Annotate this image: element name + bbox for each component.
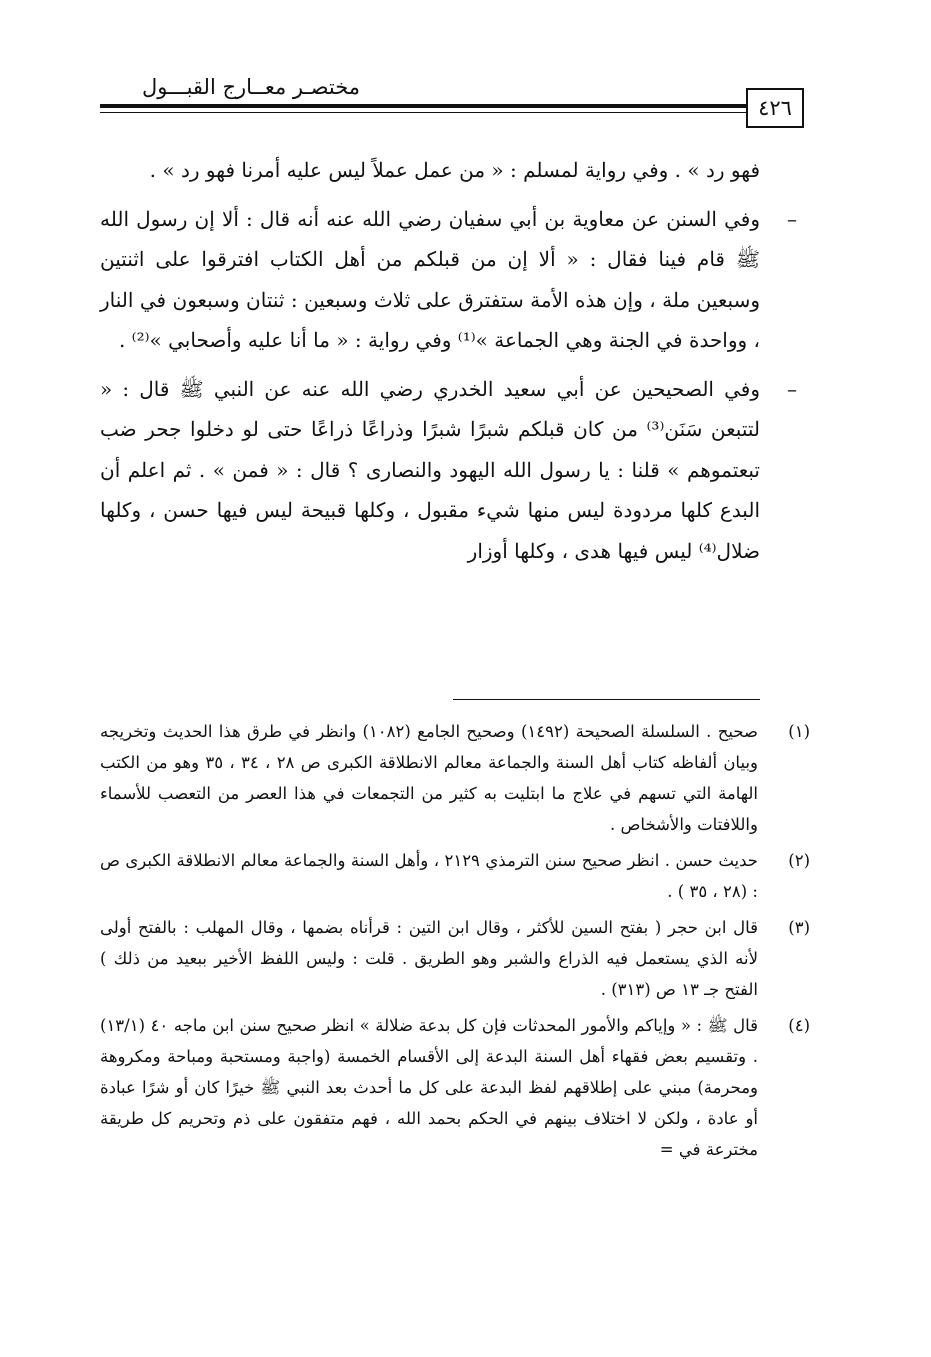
main-text: [100, 150, 797, 571]
dash-bullet: –: [787, 206, 797, 231]
footnote-number: (٣): [788, 918, 810, 937]
running-title: مختصـر معــارج القبـــول: [142, 75, 360, 99]
hadith-paragraph-2: [100, 369, 797, 572]
footnote-number: (٤): [788, 1016, 810, 1035]
footnote-number: (١): [788, 722, 810, 741]
hadith-paragraph-1: [100, 199, 797, 361]
header-rule-thin: [100, 112, 748, 113]
dash-bullet: –: [787, 376, 797, 401]
footnote-text: قال ﷺ : « وإياكم والأمور المحدثات فإن كل بدعة ضلالة » انظر صحيح سنن ابن ماجه ٤٠ (١٣/١) . وتقسيم بعض فقهاء أهل السنة البدعة إلى الأقسام الخمسة (واجبة ومستحبة ومباحة ومكروهة ومحرمة) مبني على إطلاقهم لفظ البدعة على كل ما أحدث بعد النبي ﷺ خيرًا كان أو شرًا عبادة أو عادة ، ولكن لا اختلاف بينهم في الحكم بحمد الله ، فهم متفقون على ذم وتحريم كل طريقة مخترعة في =: [100, 1016, 758, 1159]
footnote-3: [100, 912, 810, 1005]
footnote-text: حديث حسن . انظر صحيح سنن الترمذي ٢١٢٩ ، وأهل السنة والجماعة معالم الانطلاقة الكبرى ص : (٢٨ ، ٣٥ ) .: [100, 851, 758, 901]
page-number: ٤٢٦: [746, 88, 804, 128]
footnote-4: [100, 1010, 810, 1165]
hadith-text-2: وفي الصحيحين عن أبي سعيد الخدري رضي الله عنه عن النبي ﷺ قال : « لتتبعن سَنَن⁽³⁾ من كان قبلكم شبرًا شبرًا وذراعًا ذراعًا حتى لو دخلوا جحر ضب تبعتموهم » قلنا : يا رسول الله اليهود والنصارى ؟ قال : « فمن » . ثم اعلم أن البدع كلها مردودة ليس منها شيء مقبول ، وكلها قبيحة ليس فيها حسن ، وكلها ضلال⁽⁴⁾ ليس فيها هدى ، وكلها أوزار: [100, 376, 761, 563]
footnotes: [100, 716, 810, 1170]
footnote-number: (٢): [788, 851, 810, 870]
footnote-text: صحيح . السلسلة الصحيحة (١٤٩٢) وصحيح الجامع (١٠٨٢) وانظر في طرق هذا الحديث وتخريجه وبيان ألفاظه كتاب أهل السنة والجماعة معالم الانطلاقة الكبرى ص ٢٨ ، ٣٤ ، ٣٥ وهو من الكتب الهامة التي تسهم في علاج ما ابتليت به كثير من التجمعات في هذا العصر من التعصب للأسماء واللافتات والأشخاص .: [100, 722, 759, 834]
continuation-paragraph: فهو رد » . وفي رواية لمسلم : « من عمل عملاً ليس عليه أمرنا فهو رد » .: [149, 158, 760, 182]
footnote-text: قال ابن حجر ( بفتح السين للأكثر ، وقال ابن التين : قرأناه بضمها ، وقال المهلب : بالفتح أولى لأنه الذي يستعمل فيه الذراع والشبر وهو الطريق . قلت : وليس اللفظ الأخير ببعيد من ذلك ) الفتح جـ ١٣ ص (٣١٣) .: [100, 918, 758, 999]
footnote-separator: [453, 699, 760, 700]
footnote-1: [100, 716, 810, 840]
footnote-2: [100, 845, 810, 907]
header-rule-thick: [100, 104, 748, 108]
hadith-text-1: وفي السنن عن معاوية بن أبي سفيان رضي الله عنه أنه قال : ألا إن رسول الله ﷺ قام فينا فقال : « ألا إن من قبلكم من أهل الكتاب افترقوا على اثنتين وسبعين ملة ، وإن هذه الأمة ستفترق على ثلاث وسبعين : ثنتان وسبعون في النار ، وواحدة في الجنة وهي الجماعة »⁽¹⁾ وفي رواية : « ما أنا عليه وأصحابي »⁽²⁾ .: [100, 206, 760, 352]
